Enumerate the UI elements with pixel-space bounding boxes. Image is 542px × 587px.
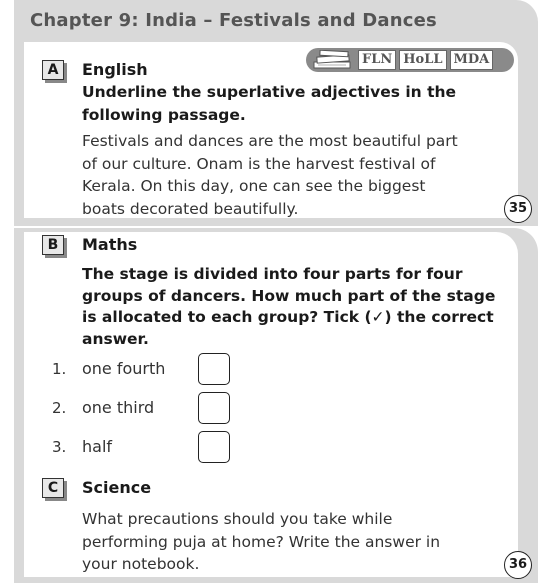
badge-holl: HoLL bbox=[399, 50, 446, 70]
option-2-number: 2. bbox=[52, 399, 67, 417]
option-1-number: 1. bbox=[52, 360, 67, 378]
option-3-tick-box[interactable] bbox=[198, 431, 230, 463]
option-3-number: 3. bbox=[52, 438, 67, 456]
option-2-text: one third bbox=[82, 398, 155, 417]
option-2-tick-box[interactable] bbox=[198, 392, 230, 424]
english-title: English bbox=[82, 60, 148, 79]
english-instruction: Underline the superlative adjectives in the following passage. bbox=[82, 83, 457, 124]
maths-title: Maths bbox=[82, 235, 138, 254]
section-letter-c: C bbox=[42, 478, 64, 498]
badge-fln: FLN bbox=[358, 50, 396, 70]
skill-badges bbox=[306, 48, 514, 72]
page-number-36: 36 bbox=[504, 551, 532, 579]
section-letter-b: B bbox=[42, 235, 64, 255]
english-passage: Festivals and dances are the most beautiful part of our culture. Onam is the harvest festival of Kerala. On this day, one can see the biggest boats decorated beautifully. bbox=[82, 132, 458, 218]
section-letter-a: A bbox=[42, 60, 64, 80]
option-1-tick-box[interactable] bbox=[198, 353, 230, 385]
option-1-text: one fourth bbox=[82, 359, 166, 378]
maths-question: The stage is divided into four parts for four groups of dancers. How much part of the stage is allocated to each group? Tick (✓) the correct answer. bbox=[82, 265, 496, 348]
science-title: Science bbox=[82, 478, 152, 497]
page-number-35: 35 bbox=[504, 195, 532, 223]
chapter-title: Chapter 9: India – Festivals and Dances bbox=[30, 10, 437, 31]
option-3-text: half bbox=[82, 437, 113, 456]
badge-mda: MDA bbox=[450, 50, 494, 70]
books-icon bbox=[312, 50, 354, 70]
science-question: What precautions should you take while performing puja at home? Write the answer in your notebook. bbox=[82, 510, 441, 573]
